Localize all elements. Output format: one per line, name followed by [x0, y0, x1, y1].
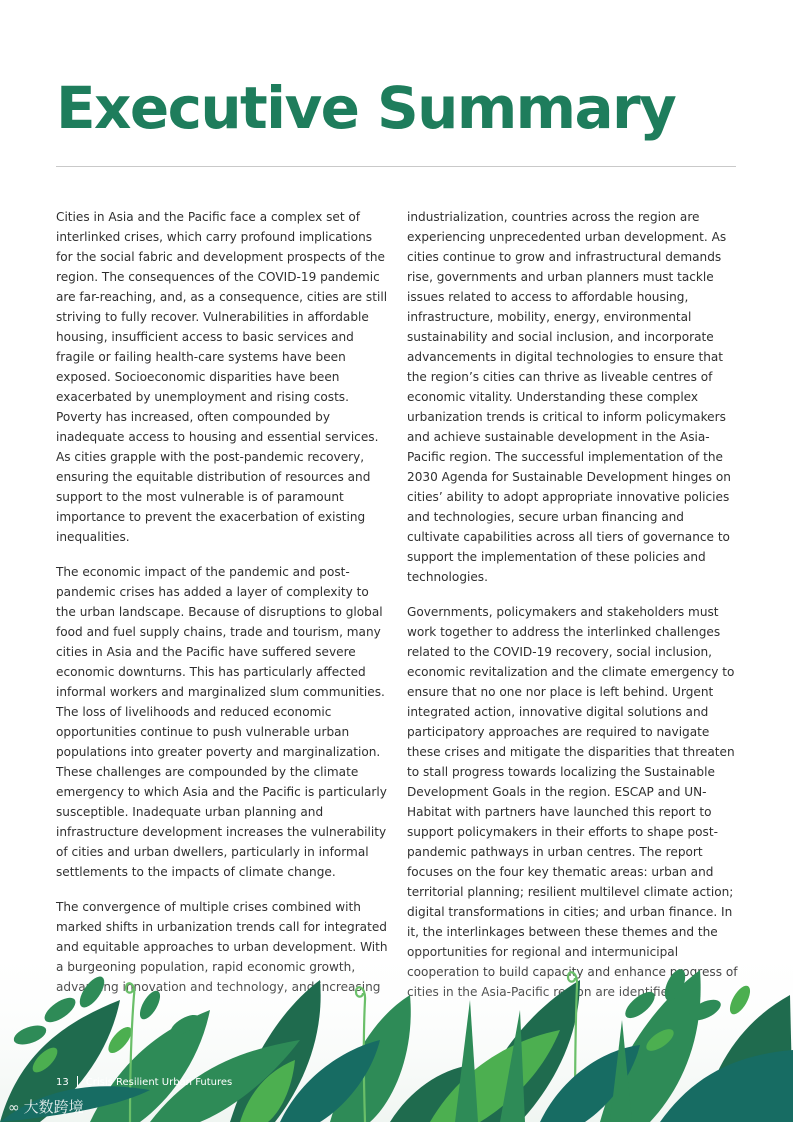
watermark-text: 大数跨境: [23, 1098, 84, 1116]
publication-title: Crisis Resilient Urban Futures: [85, 1077, 233, 1088]
watermark: [8, 1096, 84, 1117]
infinity-logo-icon: ∞: [8, 1100, 20, 1116]
foliage-decoration: [0, 940, 793, 1122]
left-text-column: [56, 207, 388, 1012]
paragraph: Governments, policymakers and stakeholders must work together to address the interlinked challenges related to the COVID-19 recovery, social inclusion, economic revitalization and the climate emergency to ensure that no one nor place is left behind. Urgent integrated action, innovative digital solutions and participatory approaches are required to navigate these crises and mitigate the disparities that threaten to stall progress towards localizing the Sustainable Development Goals in the region. ESCAP and UN-Habitat with partners have launched this report to support policymakers in their efforts to shape post-pandemic pathways in urban centres. The report focuses on the four key thematic areas: urban and territorial planning; resilient multilevel climate action; digital transformations in cities; and urban finance. In it, the interlinkages between these themes and the: [407, 605, 735, 939]
paragraph: The convergence of multiple crises combined with marked shifts in urbanization trends call for integrated: [56, 900, 387, 934]
page-footer: [56, 1076, 232, 1088]
paragraph: industrialization, countries across the region are experiencing unprecedented urban development. As cities continue to grow and infrastructural demands rise, governments and urban planners must tackle issues related to access to affordable housing, infrastructure, mobility, energy, environmental sustainability and social inclusion, and incorporate advancements in digital technologies to ensure that the region’s cities can thrive as liveable centres of economic vitality. Understanding these complex urbanization trends is critical to inform policymakers and achieve sustainable development in the Asia-Pacific region. The successful implementation of the 2030 Agenda for Sustainable Development hinges on cities’ ability to adopt appropriate innovative policies and technologies, secure urban financing and cultivate capabilities across all tiers of governance to support the implementation of these policies and technologies.: [407, 210, 731, 584]
paragraph: Cities in Asia and the Pacific face a complex set of interlinked crises, which carry profound implications for the social fabric and development prospects of the region. The consequences of the COVID-19 pandemic are far-reaching, and, as a consequence, cities are still striving to fully recover. Vulnerabilities in affordable housing, insufficient access to basic services and fragile or failing health-care systems have been exposed. Socioeconomic disparities have been exacerbated by unemployment and rising costs. Poverty has increased, often compounded by inadequate access to housing and essential services. As cities grapple with the post-pandemic recovery, ensuring the equitable distribution of resources and support to the most vulnerable is of paramount importance to prevent the exacerbation of existing inequalities.: [56, 210, 388, 544]
footer-separator: [77, 1076, 78, 1087]
page-number: 13: [56, 1077, 69, 1088]
paragraph: The economic impact of the pandemic and post-pandemic crises has added a layer of complexity to the urban landscape. Because of disruptions to global food and fuel supply chains, trade and tourism, many cities in Asia and the Pacific have suffered severe economic downturns. This has particularly affected informal workers and marginalized slum communities. The loss of livelihoods and reduced economic opportunities continue to push vulnerable urban populations into greater poverty and marginalization. These challenges are compounded by the climate emergency to which Asia and the Pacific is particularly susceptible. Inadequate urban planning and infrastructure development increases the vulnerability of cities and urban dwellers, particularly in informal settlements to the impacts of climate change.: [56, 565, 387, 879]
right-text-column: [407, 207, 739, 1017]
title-divider: [56, 166, 736, 167]
page-title: Executive Summary: [56, 74, 676, 142]
